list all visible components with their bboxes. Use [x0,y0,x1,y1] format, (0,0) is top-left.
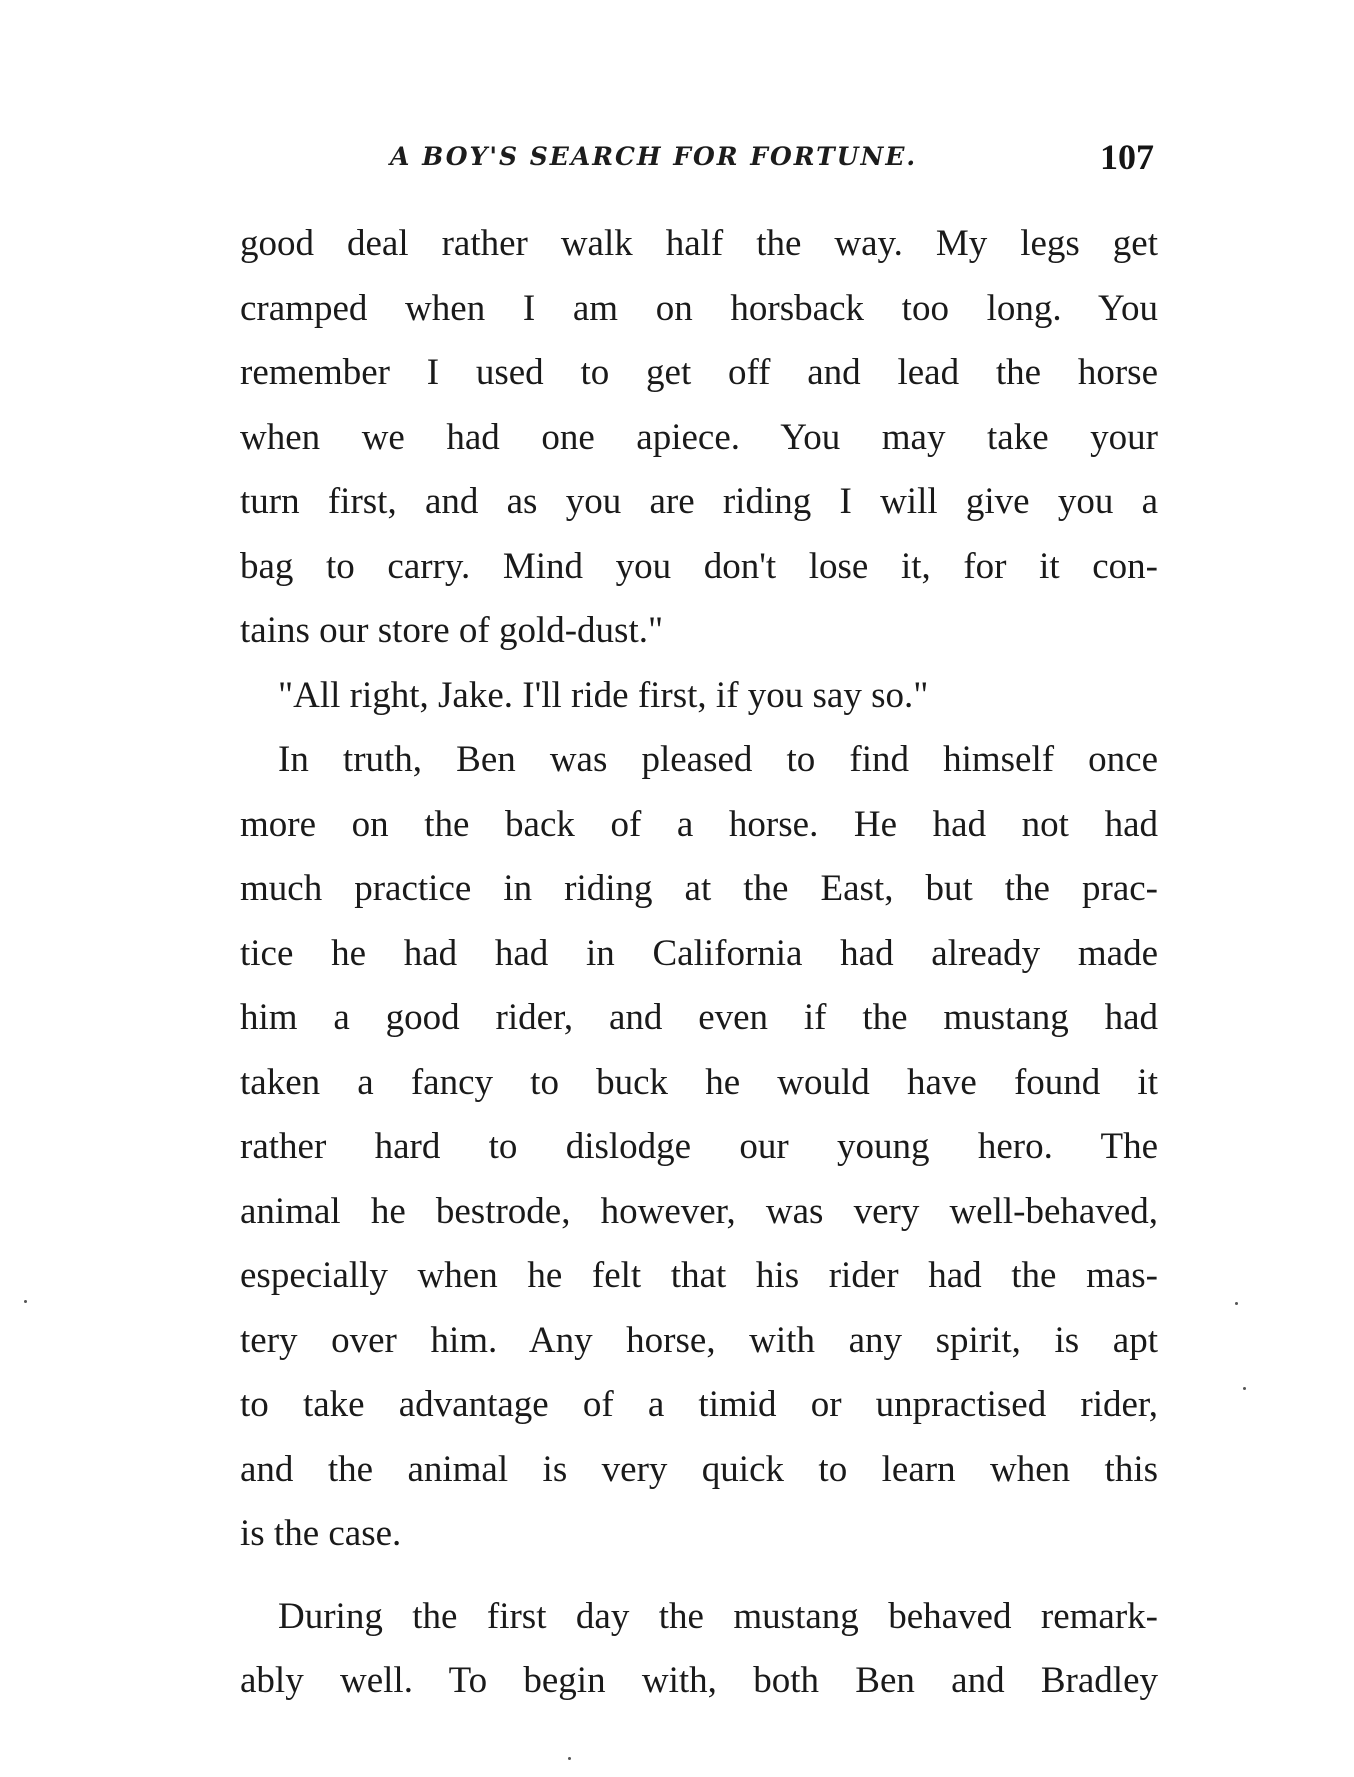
paragraph [240,728,1158,1567]
text-line: taken a fancy to buck he would have found it [240,1061,1158,1103]
text-line: bag to carry. Mind you don't lose it, for it con- [240,545,1158,587]
text-line: much practice in riding at the East, but the prac- [240,868,1158,909]
text-line: is the case. [240,1513,402,1554]
paragraph [240,664,1158,729]
text-line: tice he had had in California had already made [240,932,1158,974]
scan-speck [1235,1302,1238,1305]
running-title: A BOY'S SEARCH FOR FORTUNE. [390,142,918,171]
text-line: to take advantage of a timid or unpractised rider, [240,1384,1158,1425]
text-line: rather hard to dislodge our young hero. The [240,1126,1158,1167]
text-line: During the first day the mustang behaved remark- [278,1595,1158,1637]
text-line: tains our store of gold-dust." [240,610,664,651]
text-line: more on the back of a horse. He had not had [240,803,1158,845]
scan-speck [568,1757,571,1760]
running-head [240,136,1160,186]
text-line: "All right, Jake. I'll ride first, if you say so." [278,674,929,716]
text-line: when we had one apiece. You may take your [240,416,1158,458]
scan-speck [24,1300,27,1303]
text-line: good deal rather walk half the way. My legs get [240,223,1158,264]
text-line: tery over him. Any horse, with any spirit, is apt [240,1319,1158,1361]
text-line: ably well. To begin with, both Ben and Bradley [240,1660,1158,1701]
text-line: turn first, and as you are riding I will give you a [240,481,1158,522]
text-line: animal he bestrode, however, was very well-behaved, [240,1190,1158,1232]
body-text [240,212,1158,1714]
page-number: 107 [1100,137,1154,177]
paragraph-spacer [240,1567,1158,1585]
text-line: and the animal is very quick to learn when this [240,1448,1158,1490]
text-line: cramped when I am on horsback too long. You [240,287,1158,329]
text-line: especially when he felt that his rider had the mas- [240,1255,1158,1296]
scan-speck [1243,1387,1246,1390]
paragraph [240,1585,1158,1714]
text-line: remember I used to get off and lead the horse [240,352,1158,393]
text-line: In truth, Ben was pleased to find himself once [278,739,1158,780]
text-line: him a good rider, and even if the mustang had [240,997,1158,1038]
paragraph [240,212,1158,664]
